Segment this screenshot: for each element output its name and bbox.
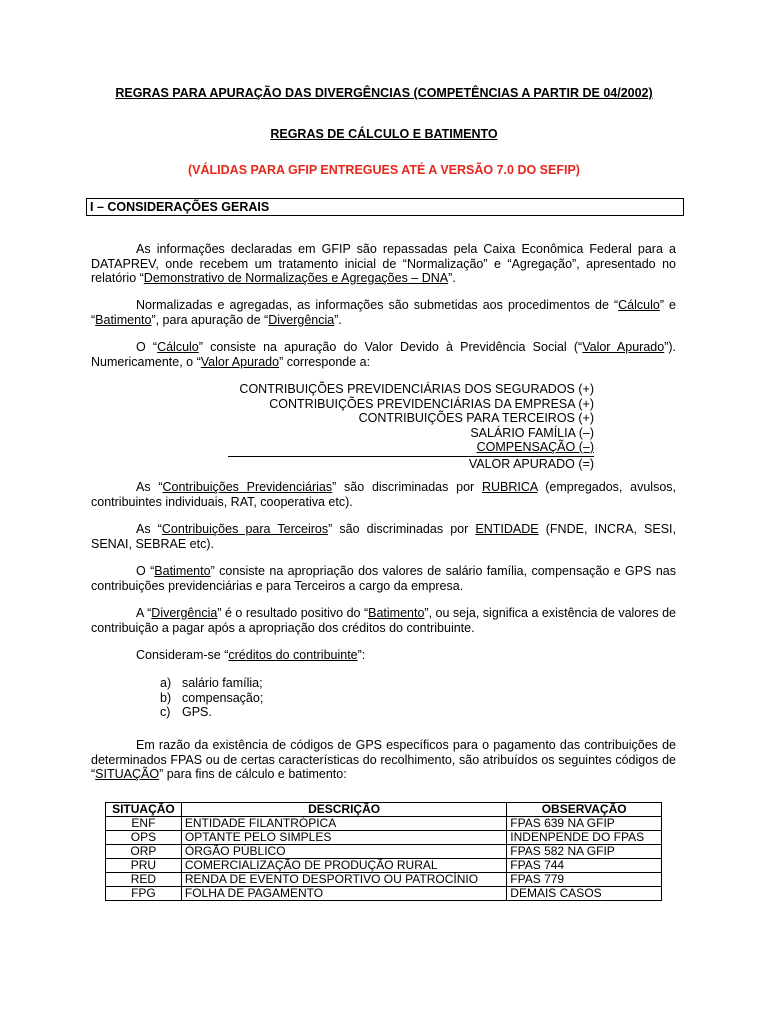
p4-text-a: As “ xyxy=(136,480,163,494)
cell-situacao: ORP xyxy=(106,845,182,859)
list-item-text: compensação; xyxy=(182,690,264,705)
p8-creditos-term: créditos do contribuinte xyxy=(228,648,358,662)
table-row xyxy=(106,859,662,873)
cell-observacao: FPAS 744 xyxy=(507,859,662,873)
list-marker: a) xyxy=(160,676,172,690)
subtitle: REGRAS DE CÁLCULO E BATIMENTO xyxy=(270,127,498,141)
p8-text-b: ”: xyxy=(357,648,366,662)
p3-valor-apurado-term-2: Valor Apurado xyxy=(200,354,280,369)
p5-entidade-term: ENTIDADE xyxy=(475,522,539,536)
cell-situacao: FPG xyxy=(106,887,182,901)
list-marker: b) xyxy=(160,690,172,705)
p5-text-a: As “ xyxy=(136,522,162,536)
list-item xyxy=(160,705,263,720)
p2-batimento-term: Batimento xyxy=(95,312,152,327)
table-header-row xyxy=(106,803,662,817)
table-row xyxy=(106,845,662,859)
cell-descricao: FOLHA DE PAGAMENTO xyxy=(181,887,506,901)
p4-text-b: ” são discriminadas por xyxy=(332,480,482,494)
formula-total: VALOR APURADO (=) xyxy=(228,456,594,472)
paragraph-divergencia xyxy=(91,606,676,635)
list-item-text: GPS. xyxy=(182,705,212,719)
table-row xyxy=(106,831,662,845)
cell-observacao: FPAS 779 xyxy=(507,873,662,887)
paragraph-contrib-previdenciarias xyxy=(91,480,676,509)
validity-note: (VÁLIDAS PARA GFIP ENTREGUES ATÉ A VERSÃO 7.0 DO SEFIP) xyxy=(188,163,580,177)
formula-line-compensacao: COMPENSAÇÃO (–) xyxy=(476,440,594,454)
list-item xyxy=(160,676,263,691)
p6-text-a: O “ xyxy=(136,564,155,578)
formula-line-salario-familia: SALÁRIO FAMÍLIA (–) xyxy=(470,425,594,440)
p2-text-a: Normalizadas e agregadas, as informações são submetidas aos procedimentos de “ xyxy=(136,298,619,312)
p9-text-a: Em razão da existência de códigos de GPS específicos para o pagamento das contribuições de determinados FPAS ou de certas características do recolhimento, são atribuídos os seguintes códigos de “ xyxy=(91,738,676,781)
paragraph-intro xyxy=(91,242,676,286)
cell-observacao: FPAS 582 NA GFIP xyxy=(507,845,662,859)
cell-situacao: ENF xyxy=(106,817,182,831)
header-situacao: SITUAÇÃO xyxy=(106,803,182,817)
p5-text-b: ” são discriminadas por xyxy=(328,522,476,536)
p5-text-c: (FNDE, INCRA, SESI, SENAI, SEBRAE etc). xyxy=(91,522,677,551)
p9-situacao-term: SITUAÇÃO xyxy=(95,767,160,781)
valor-apurado-formula xyxy=(228,382,594,471)
formula-line-terceiros: CONTRIBUIÇÕES PARA TERCEIROS (+) xyxy=(358,411,594,425)
p2-calculo-term: Cálculo xyxy=(618,298,660,312)
situacao-table xyxy=(105,802,662,901)
p3-text-c: ”). Numericamente, o “ xyxy=(91,340,677,369)
p4-rubrica-term: RUBRICA xyxy=(481,480,538,494)
p3-text-d: ” corresponde a: xyxy=(279,354,371,369)
cell-descricao: ENTIDADE FILANTRÓPICA xyxy=(181,817,506,831)
p3-text-a: O “ xyxy=(136,340,158,354)
p4-text-c: (empregados, avulsos, contribuintes individuais, RAT, cooperativa etc). xyxy=(91,480,676,509)
p5-contrib-term: Contribuições para Terceiros xyxy=(161,522,329,536)
p3-text-b: ” consiste na apuração do Valor Devido à Previdência Social (“ xyxy=(198,340,583,354)
cell-situacao: RED xyxy=(106,873,182,887)
paragraph-calculo xyxy=(91,340,676,369)
header-observacao: OBSERVAÇÃO xyxy=(507,803,662,817)
cell-descricao: ÓRGÃO PÚBLICO xyxy=(181,845,506,859)
cell-observacao: FPAS 639 NA GFIP xyxy=(507,817,662,831)
p2-text-b: ” e “ xyxy=(91,298,677,327)
p6-text-b: ” consiste na apropriação dos valores de salário família, compensação e GPS nas contribuições previdenciárias e para Terceiros a cargo da empresa. xyxy=(91,564,676,593)
table-row xyxy=(106,873,662,887)
p8-text-a: Consideram-se “ xyxy=(136,648,229,662)
cell-situacao: PRU xyxy=(106,859,182,873)
cell-situacao: OPS xyxy=(106,831,182,845)
p3-valor-apurado-term: Valor Apurado xyxy=(582,340,665,354)
paragraph-situacao xyxy=(91,738,676,782)
header-descricao: DESCRIÇÃO xyxy=(181,803,506,817)
p1-text-a: As informações declaradas em GFIP são repassadas pela Caixa Econômica Federal para a DATAPREV, onde recebem um tratamento inicial de “Normalização” e “Agregação”, apresentado no relatório “ xyxy=(91,242,676,285)
table-row xyxy=(106,817,662,831)
formula-line-empresa: CONTRIBUIÇÕES PREVIDENCIÁRIAS DA EMPRESA (+) xyxy=(269,396,594,411)
p7-batimento-term: Batimento xyxy=(368,606,425,620)
cell-observacao: INDENPENDE DO FPAS xyxy=(507,831,662,845)
credits-list xyxy=(160,676,263,720)
main-title: REGRAS PARA APURAÇÃO DAS DIVERGÊNCIAS (COMPETÊNCIAS A PARTIR DE 04/2002) xyxy=(115,86,653,100)
list-item-text: salário família; xyxy=(182,676,263,690)
p6-batimento-term: Batimento xyxy=(154,564,211,578)
p7-text-b: ” é o resultado positivo do “ xyxy=(217,606,369,620)
p7-divergencia-term: Divergência xyxy=(151,606,218,620)
formula-line-segurados: CONTRIBUIÇÕES PREVIDENCIÁRIAS DOS SEGURADOS (+) xyxy=(239,382,594,396)
p2-divergencia-term: Divergência xyxy=(268,312,335,327)
table-row xyxy=(106,887,662,901)
p7-text-a: A “ xyxy=(136,606,152,620)
p4-contrib-term: Contribuições Previdenciárias xyxy=(162,480,333,494)
cell-descricao: OPTANTE PELO SIMPLES xyxy=(181,831,506,845)
cell-descricao: RENDA DE EVENTO DESPORTIVO OU PATROCÍNIO xyxy=(181,873,506,887)
p3-calculo-term: Cálculo xyxy=(157,340,199,354)
p1-text-b: ”. xyxy=(448,271,456,285)
list-marker: c) xyxy=(160,705,171,719)
p1-dna-term: Demonstrativo de Normalizações e Agregações – DNA xyxy=(143,271,449,285)
p7-text-c: ”, ou seja, significa a existência de valores de contribuição a pagar após a apropriação dos créditos do contribuinte. xyxy=(91,606,676,635)
paragraph-contrib-terceiros xyxy=(91,522,676,551)
paragraph-creditos xyxy=(91,648,676,663)
cell-observacao: DEMAIS CASOS xyxy=(507,887,662,901)
cell-descricao: COMERCIALIZAÇÃO DE PRODUÇÃO RURAL xyxy=(181,859,506,873)
list-item xyxy=(160,691,263,706)
p2-text-c: ”, para apuração de “ xyxy=(151,312,269,327)
p9-text-b: ” para fins de cálculo e batimento: xyxy=(159,767,347,781)
paragraph-normalized xyxy=(91,298,676,327)
section-heading: I – CONSIDERAÇÕES GERAIS xyxy=(86,198,684,216)
p2-text-d: ”. xyxy=(334,312,342,327)
paragraph-batimento xyxy=(91,564,676,593)
